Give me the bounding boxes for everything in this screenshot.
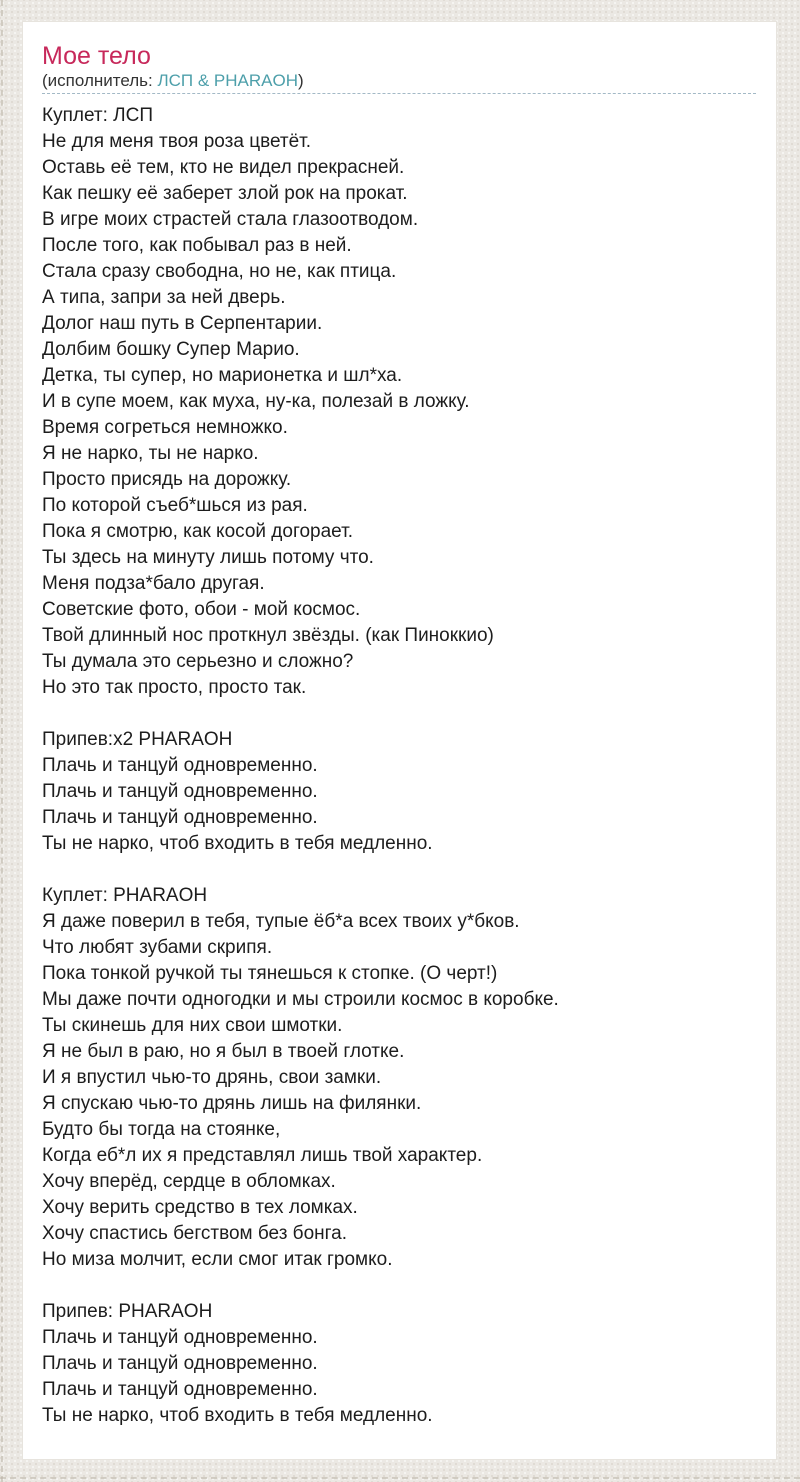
- lyrics-card: [22, 21, 777, 1460]
- lyric-line: Стала сразу свободна, но не, как птица.: [42, 261, 397, 282]
- lyric-line: Ты скинешь для них свои шмотки.: [42, 1015, 343, 1036]
- lyric-line: Будто бы тогда на стоянке,: [42, 1119, 281, 1140]
- lyric-line: Когда еб*л их я представлял лишь твой характер.: [42, 1145, 483, 1166]
- lyric-line: Оставь её тем, кто не видел прекрасней.: [42, 157, 405, 178]
- lyric-line: Припев: PHARAOH: [42, 1301, 213, 1322]
- lyric-line: Ты думала это серьезно и сложно?: [42, 651, 354, 672]
- lyric-line: Ты не нарко, чтоб входить в тебя медленно.: [42, 1405, 433, 1426]
- lyric-line: Советские фото, обои - мой космос.: [42, 599, 361, 620]
- lyric-line: Плачь и танцуй одновременно.: [42, 807, 318, 828]
- lyric-line: И я впустил чью-то дрянь, свои замки.: [42, 1067, 382, 1088]
- lyric-line: Ты не нарко, чтоб входить в тебя медленно.: [42, 833, 433, 854]
- lyric-line: Хочу верить средство в тех ломках.: [42, 1197, 358, 1218]
- lyric-line: Но это так просто, просто так.: [42, 677, 307, 698]
- lyric-line: В игре моих страстей стала глазоотводом.: [42, 209, 419, 230]
- lyric-line: Пока я смотрю, как косой догорает.: [42, 521, 353, 542]
- lyric-line: Как пешку её заберет злой рок на прокат.: [42, 183, 408, 204]
- stanza: [42, 103, 756, 701]
- page-texture-bottom-edge: [0, 1477, 800, 1479]
- lyric-line: Просто присядь на дорожку.: [42, 469, 292, 490]
- lyric-line: Плачь и танцуй одновременно.: [42, 781, 318, 802]
- lyric-line: Я спускаю чью-то дрянь лишь на филянки.: [42, 1093, 422, 1114]
- lyric-line: Я не нарко, ты не нарко.: [42, 443, 259, 464]
- lyric-line: Долог наш путь в Серпентарии.: [42, 313, 323, 334]
- lyric-line: По которой съеб*шься из рая.: [42, 495, 308, 516]
- lyric-line: Плачь и танцуй одновременно.: [42, 1379, 318, 1400]
- lyric-line: Куплет: PHARAOH: [42, 885, 208, 906]
- lyric-line: Плачь и танцуй одновременно.: [42, 1327, 318, 1348]
- lyric-line: Припев:x2 PHARAOH: [42, 729, 233, 750]
- lyric-line: Мы даже почти одногодки и мы строили космос в коробке.: [42, 989, 559, 1010]
- lyric-line: Ты здесь на минуту лишь потому что.: [42, 547, 374, 568]
- lyric-line: Пока тонкой ручкой ты тянешься к стопке. (О черт!): [42, 963, 498, 984]
- lyric-line: Куплет: ЛСП: [42, 105, 153, 126]
- lyric-line: Я не был в раю, но я был в твоей глотке.: [42, 1041, 405, 1062]
- lyric-line: Твой длинный нос проткнул звёзды. (как Пиноккио): [42, 625, 494, 646]
- lyric-line: Хочу вперёд, сердце в обломках.: [42, 1171, 336, 1192]
- artist-line: [42, 71, 756, 94]
- lyric-line: Я даже поверил в тебя, тупые ёб*а всех твоих у*бков.: [42, 911, 520, 932]
- song-title: Мое тело: [42, 42, 151, 70]
- artist-link[interactable]: ЛСП & PHARAOH: [157, 71, 298, 90]
- lyric-line: Меня подза*бало другая.: [42, 573, 265, 594]
- lyric-line: А типа, запри за ней дверь.: [42, 287, 286, 308]
- lyrics-text: [42, 103, 756, 1429]
- stanza: [42, 883, 756, 1273]
- lyric-line: Детка, ты супер, но марионетка и шл*ха.: [42, 365, 403, 386]
- lyric-line: И в супе моем, как муха, ну-ка, полезай в ложку.: [42, 391, 470, 412]
- page-texture-left-edge: [1, 0, 3, 1482]
- lyric-line: Время согреться немножко.: [42, 417, 288, 438]
- stanza: [42, 727, 756, 857]
- lyric-line: Плачь и танцуй одновременно.: [42, 1353, 318, 1374]
- lyric-line: Не для меня твоя роза цветёт.: [42, 131, 312, 152]
- performer-label-close: ): [297, 71, 304, 90]
- lyric-line: Но миза молчит, если смог итак громко.: [42, 1249, 393, 1270]
- lyric-line: Плачь и танцуй одновременно.: [42, 755, 318, 776]
- lyric-line: После того, как побывал раз в ней.: [42, 235, 352, 256]
- stanza: [42, 1299, 756, 1429]
- lyric-line: Долбим бошку Супер Марио.: [42, 339, 300, 360]
- performer-label: (исполнитель:: [42, 71, 158, 90]
- lyric-line: Хочу спастись бегством без бонга.: [42, 1223, 347, 1244]
- lyric-line: Что любят зубами скрипя.: [42, 937, 273, 958]
